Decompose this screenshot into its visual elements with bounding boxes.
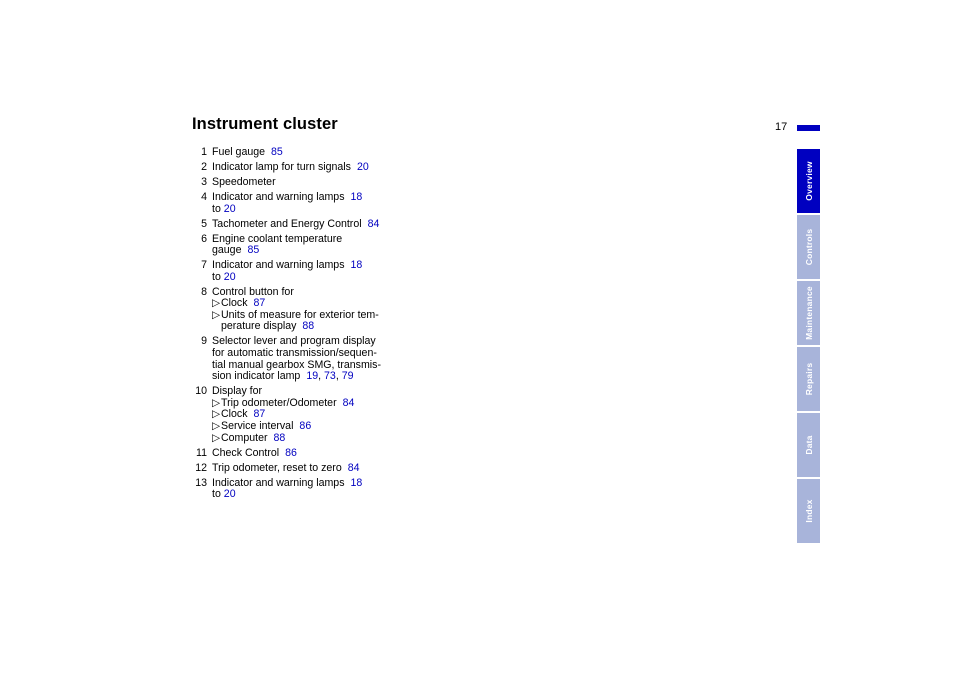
page-number: 17	[775, 121, 788, 133]
item-number: 7	[201, 259, 207, 272]
sub-item-text: perature display	[221, 320, 297, 333]
item-number: 10	[195, 385, 207, 398]
tab-controls[interactable]	[797, 215, 820, 279]
list-item	[180, 219, 400, 231]
tab-repairs[interactable]	[797, 347, 820, 411]
page-ref-link[interactable]: 20	[223, 202, 236, 215]
item-number: 4	[201, 190, 207, 203]
page-number-bar	[797, 125, 820, 131]
tab-label: Maintenance	[803, 286, 814, 340]
page-ref-link[interactable]: 85	[247, 244, 260, 257]
page-ref-link[interactable]: 20	[356, 160, 369, 173]
item-text: Engine coolant temperature	[212, 232, 343, 245]
ref-separator: ,	[335, 370, 339, 383]
item-text: Selector lever and program display	[212, 335, 376, 348]
tab-maintenance[interactable]	[797, 281, 820, 345]
item-number: 12	[195, 461, 207, 474]
list-item	[180, 448, 400, 460]
list-item	[180, 147, 400, 159]
page-ref-link[interactable]: 84	[347, 461, 360, 474]
arrow-icon: ▷	[212, 431, 221, 444]
list-item	[180, 192, 400, 215]
sub-item-text: Clock	[221, 408, 248, 421]
list-item	[180, 386, 400, 444]
page-ref-link[interactable]: 84	[367, 217, 380, 230]
sub-item-text: Clock	[221, 297, 248, 310]
item-text: Check Control	[212, 446, 280, 459]
arrow-icon: ▷	[212, 419, 221, 432]
page-ref-link[interactable]: 88	[302, 320, 315, 333]
arrow-icon: ▷	[212, 408, 221, 421]
tab-label: Data	[803, 435, 814, 455]
list-item	[180, 177, 400, 189]
page-ref-link[interactable]: 20	[223, 488, 236, 501]
item-text: gauge	[212, 244, 242, 257]
tab-label: Overview	[803, 161, 814, 201]
sub-item	[212, 433, 400, 445]
page-title: Instrument cluster	[192, 115, 338, 133]
ref-separator: ,	[318, 370, 322, 383]
item-number: 6	[201, 232, 207, 245]
item-text: Indicator and warning lamps	[212, 476, 345, 489]
page-ref-link[interactable]: 86	[285, 446, 297, 459]
item-number: 3	[201, 175, 207, 188]
arrow-icon: ▷	[212, 308, 221, 321]
page-ref-link[interactable]: 19	[306, 370, 319, 383]
arrow-icon: ▷	[212, 396, 221, 409]
item-number: 13	[195, 476, 207, 489]
item-text: Indicator and warning lamps	[212, 259, 345, 272]
tab-data[interactable]	[797, 413, 820, 477]
page-ref-link[interactable]: 18	[350, 476, 363, 489]
page-ref-link[interactable]: 84	[342, 396, 355, 409]
item-number: 5	[201, 217, 207, 230]
tab-overview[interactable]	[797, 149, 820, 213]
item-text: Fuel gauge	[212, 146, 266, 158]
page-ref-link[interactable]: 87	[253, 297, 266, 310]
item-number: 8	[201, 285, 207, 298]
item-text: Tachometer and Energy Control	[212, 217, 362, 230]
list-item	[180, 162, 400, 174]
page-ref-link[interactable]: 18	[350, 259, 363, 272]
tab-label: Repairs	[803, 362, 814, 396]
item-number: 11	[196, 446, 207, 459]
item-number: 9	[201, 335, 207, 348]
sub-item	[212, 310, 400, 333]
item-number: 2	[201, 160, 207, 173]
page-ref-link[interactable]: 86	[299, 419, 312, 432]
item-text: tial manual gearbox SMG, transmis-	[212, 358, 381, 371]
list-item	[180, 336, 400, 382]
item-text: Control button for	[212, 285, 294, 298]
item-text: to	[212, 270, 221, 283]
item-text: Indicator and warning lamps	[212, 190, 345, 203]
item-text: for automatic transmission/sequen-	[212, 347, 377, 360]
item-number: 1	[201, 146, 207, 158]
arrow-icon: ▷	[212, 297, 221, 310]
sub-item-text: Computer	[221, 431, 268, 444]
item-text: Display for	[212, 385, 263, 398]
list-item	[180, 463, 400, 475]
sub-item-text: Trip odometer/Odometer	[221, 396, 337, 409]
legend-list	[180, 147, 400, 504]
sub-item-text: Units of measure for exterior tem-	[221, 308, 379, 321]
item-text: to	[212, 488, 221, 501]
page-ref-link[interactable]: 18	[350, 190, 363, 203]
page-ref-link[interactable]: 87	[253, 408, 266, 421]
item-text: to	[212, 202, 221, 215]
list-item	[180, 287, 400, 333]
tab-label: Controls	[803, 228, 814, 266]
item-text: Speedometer	[212, 175, 276, 188]
page-ref-link[interactable]: 20	[223, 270, 236, 283]
page-ref-link[interactable]: 79	[341, 370, 354, 383]
tab-index[interactable]	[797, 479, 820, 543]
item-text: sion indicator lamp	[212, 370, 301, 383]
tab-label: Index	[803, 499, 814, 523]
page-ref-link[interactable]: 85	[271, 146, 283, 158]
page-ref-link[interactable]: 88	[273, 431, 286, 444]
sub-item-text: Service interval	[221, 419, 294, 432]
item-text: Indicator lamp for turn signals	[212, 160, 351, 173]
page-ref-link[interactable]: 73	[324, 370, 336, 383]
list-item	[180, 260, 400, 283]
list-item	[180, 234, 400, 257]
section-tabs	[797, 149, 820, 545]
list-item	[180, 478, 400, 501]
item-text: Trip odometer, reset to zero	[212, 461, 342, 474]
